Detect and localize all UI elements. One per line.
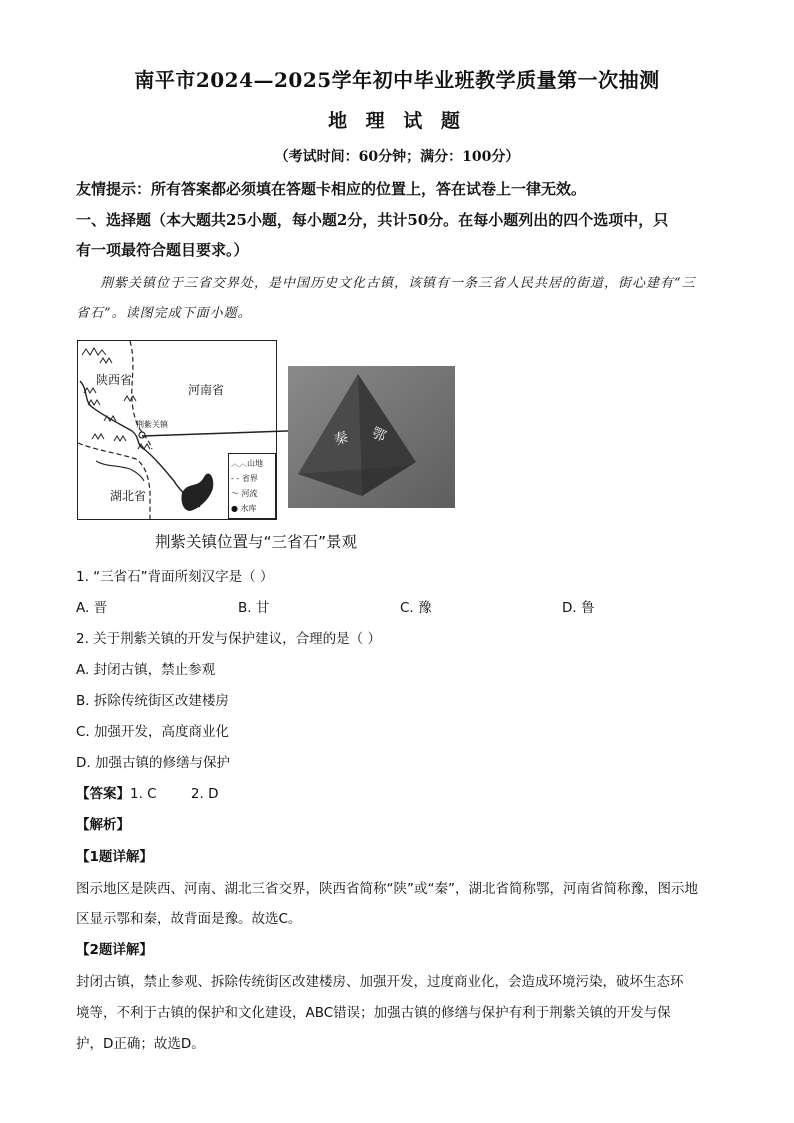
analysis-tag: 【解析】 — [76, 817, 130, 833]
subject-title: 地 理 试 题 — [328, 110, 466, 132]
legend-mountain: ︿︿山地 — [231, 459, 263, 468]
stone-char-e: 鄂 — [368, 424, 389, 446]
answer-text: 1. C 2. D — [130, 786, 219, 802]
intro-line1: 荆紫关镇位于三省交界处，是中国历史文化古镇，该镇有一条三省人民共居的街道，街心建有“三 — [100, 276, 696, 291]
q2-option-c: C. 加强开发，高度商业化 — [76, 724, 230, 740]
exam-info: （考试时间：60分钟；满分：100分） — [274, 149, 520, 165]
answer-tag: 【答案】 — [76, 786, 130, 802]
mountain-icon: ︿︿ — [231, 459, 247, 468]
question-2-stem: 2. 关于荆紫关镇的开发与保护建议，合理的是（ ） — [76, 631, 381, 647]
detail-1-line1: 图示地区是陕西、河南、湖北三省交界，陕西省简称“陕”或“秦”，湖北省简称鄂，河南省简称豫，图示地 — [76, 881, 698, 897]
intro-line2: 省石”。读图完成下面小题。 — [76, 306, 252, 321]
q2-option-d: D. 加强古镇的修缮与保护 — [76, 755, 230, 771]
label-town: 荆紫关镇 — [136, 420, 168, 429]
dashed-line-icon: - - — [231, 474, 240, 483]
friendly-tip: 友情提示：所有答案都必须填在答题卡相应的位置上，答在试卷上一律无效。 — [76, 180, 587, 198]
stone-char-qin: 秦 — [332, 429, 351, 449]
figure-caption: 荆紫关镇位置与“三省石”景观 — [155, 533, 358, 551]
question-1-stem: 1. “三省石”背面所刻汉字是（ ） — [76, 569, 274, 585]
reservoir-icon: ● — [231, 504, 238, 513]
detail-1-line2: 区显示鄂和秦，故背面是豫。故选C。 — [76, 911, 302, 927]
label-shaanxi: 陕西省 — [96, 373, 133, 387]
q2-option-a: A. 封闭古镇，禁止参观 — [76, 662, 216, 678]
answer-line — [76, 782, 219, 802]
map-legend — [228, 453, 276, 519]
detail-2-line2: 境等，不利于古镇的保护和文化建设，ABC错误；加强古镇的修缮与保护有利于荆紫关镇的开发与保 — [76, 1005, 671, 1021]
q1-option-a: A. 晋 — [76, 600, 108, 616]
detail-2-line1: 封闭古镇，禁止参观、拆除传统街区改建楼房、加强开发，过度商业化，会造成环境污染，破坏生态环 — [76, 974, 684, 990]
detail-2-tag: 【2题详解】 — [76, 942, 153, 958]
reservoir-shape — [181, 474, 213, 511]
label-hubei: 湖北省 — [110, 489, 147, 503]
section-heading-line1: 一、选择题（本大题共25小题，每小题2分，共计50分。在每小题列出的四个选项中，只 — [76, 211, 669, 229]
three-province-stone-photo — [288, 366, 455, 508]
q1-option-b: B. 甘 — [238, 600, 270, 616]
legend-reservoir: ● 水库 — [231, 504, 257, 513]
river-icon: ～ — [231, 489, 239, 498]
q2-option-b: B. 拆除传统街区改建楼房 — [76, 693, 229, 709]
page-title: 南平市2024—2025学年初中毕业班教学质量第一次抽测 — [134, 68, 660, 92]
legend-border: - - 省界 — [231, 474, 258, 483]
label-henan: 河南省 — [188, 383, 225, 397]
q1-option-c: C. 豫 — [400, 600, 432, 616]
section-heading-line2: 有一项最符合题目要求。） — [76, 241, 249, 259]
detail-1-tag: 【1题详解】 — [76, 849, 153, 865]
detail-2-line3: 护，D正确；故选D。 — [76, 1036, 205, 1052]
legend-river: ～ 河流 — [231, 489, 258, 498]
q1-option-d: D. 鲁 — [562, 600, 595, 616]
